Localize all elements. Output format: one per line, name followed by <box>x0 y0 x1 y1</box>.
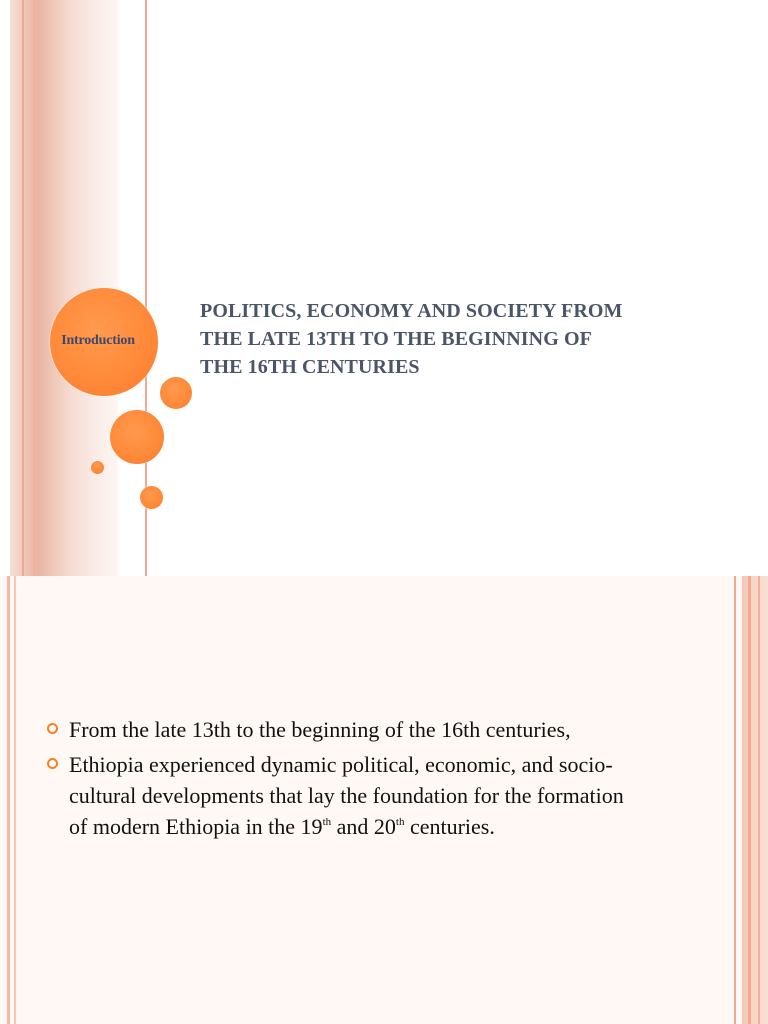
bullet-text-line: centuries. <box>404 814 495 839</box>
ordinal-superscript: th <box>395 816 405 828</box>
title-line: POLITICS, ECONOMY AND SOCIETY FROM <box>200 300 623 322</box>
hollow-circle-bullet-icon <box>47 723 58 734</box>
decorative-stripe-band <box>742 576 768 1024</box>
small-orange-circle <box>140 486 163 509</box>
slide-title <box>200 297 740 381</box>
bullet-text-line: Ethiopia experienced dynamic political, economic, and socio- <box>69 752 613 777</box>
decorative-stripe-line <box>33 0 36 576</box>
medium-orange-circle <box>110 410 164 464</box>
title-line: THE LATE 13TH TO THE BEGINNING OF <box>200 328 592 350</box>
section-label: Introduction <box>61 333 135 348</box>
decorative-stripe-line <box>14 576 16 1024</box>
list-item <box>46 749 726 842</box>
decorative-stripe-line <box>748 576 751 1024</box>
decorative-stripe-line <box>734 576 736 1024</box>
list-item <box>46 714 726 745</box>
bullet-list <box>46 714 726 846</box>
bullet-text-line: of modern Ethiopia in the 19 <box>69 814 323 839</box>
ordinal-superscript: th <box>322 816 332 828</box>
decorative-stripe-line <box>7 576 10 1024</box>
title-line: THE 16TH CENTURIES <box>200 356 420 378</box>
tiny-orange-circle <box>91 461 104 474</box>
bullet-text: From the late 13th to the beginning of the 16th centuries, <box>69 717 571 742</box>
bullet-text-line: cultural developments that lay the foundation for the formation <box>69 783 624 808</box>
small-orange-circle <box>160 377 192 409</box>
decorative-stripe-line <box>22 0 24 576</box>
slide-2-content <box>0 576 768 1024</box>
bullet-text-line: and 20 <box>331 814 396 839</box>
decorative-stripe-line <box>758 576 760 1024</box>
hollow-circle-bullet-icon <box>47 758 58 769</box>
